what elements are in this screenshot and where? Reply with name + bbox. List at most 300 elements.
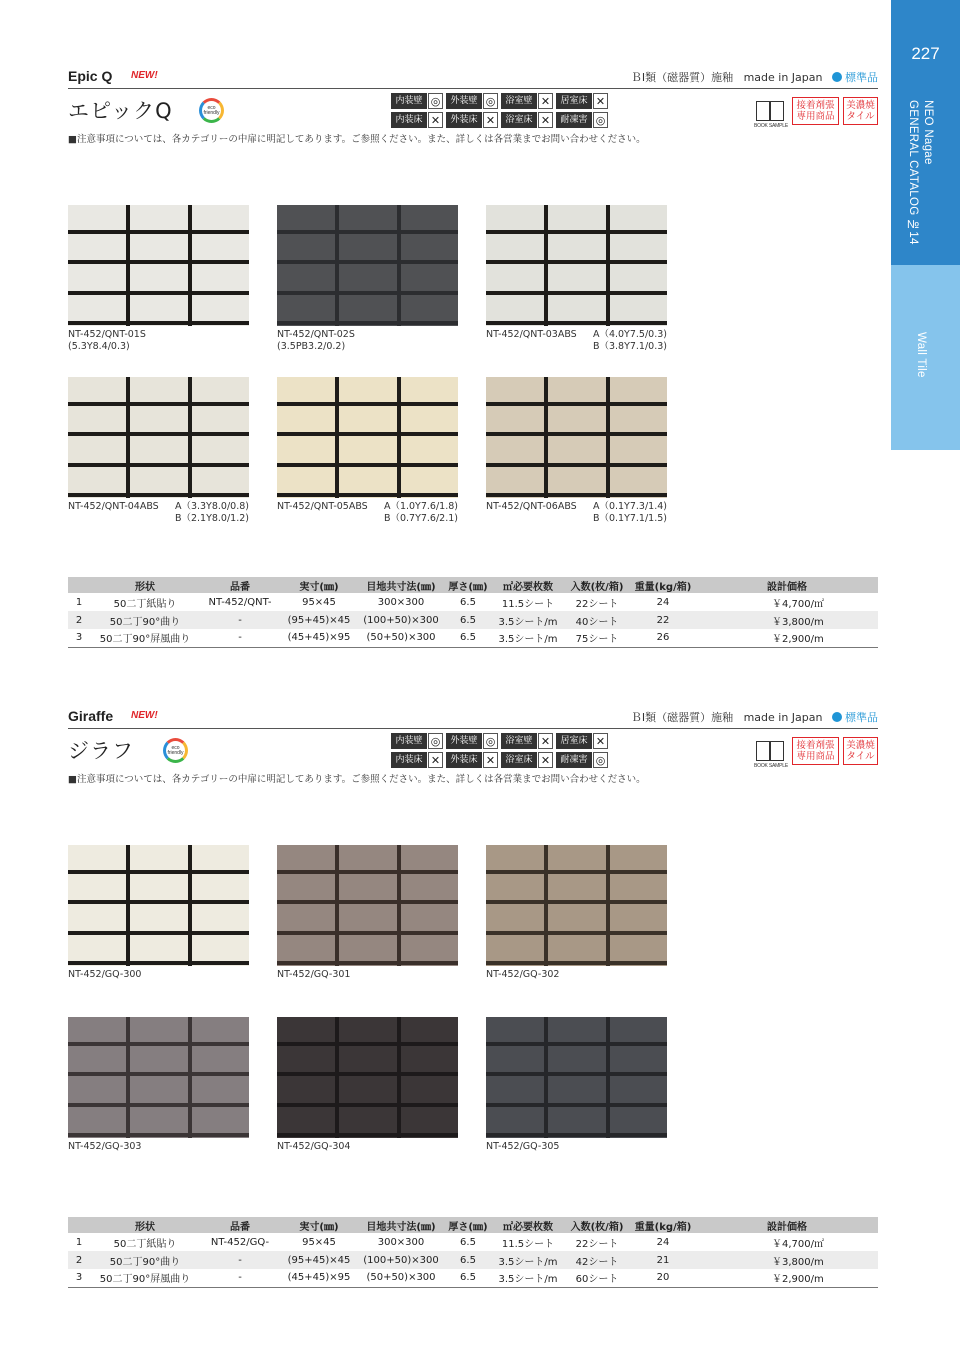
tile bbox=[192, 497, 249, 498]
book-sample-label: BOOK SAMPLE bbox=[754, 123, 788, 129]
tile bbox=[401, 467, 458, 494]
tile bbox=[339, 1137, 397, 1138]
tile bbox=[277, 935, 335, 962]
cell-pieces-per-box: 40シート bbox=[564, 611, 630, 629]
cell-pieces-per-sqm: 3.5シート/m bbox=[492, 1269, 564, 1287]
tile bbox=[192, 1107, 249, 1134]
tile bbox=[192, 1137, 249, 1138]
origin: made in Japan bbox=[743, 711, 823, 724]
tile bbox=[401, 234, 458, 261]
tile bbox=[486, 845, 544, 870]
tile bbox=[192, 1046, 249, 1073]
swatch-munsell-value: A（0.1Y7.3/1.4) bbox=[592, 501, 667, 512]
tile bbox=[401, 264, 458, 291]
tile bbox=[277, 205, 335, 230]
cell-weight-per-box: 24 bbox=[656, 1236, 670, 1248]
tile bbox=[277, 1107, 335, 1134]
product-section-giraffe bbox=[68, 708, 878, 1308]
tile bbox=[130, 1046, 188, 1073]
adhesive-only-badge: 接着剤張 専用商品 bbox=[792, 97, 839, 125]
tile bbox=[277, 377, 335, 402]
cell-weight-per-box: 24 bbox=[656, 596, 670, 608]
tile bbox=[277, 406, 335, 433]
tile bbox=[68, 1017, 126, 1042]
tile bbox=[401, 325, 458, 326]
swatch-code: NT-452/QNT-06ABS bbox=[486, 501, 577, 512]
usage-exterior-wall bbox=[446, 93, 498, 109]
cell-joint-size: (100+50)×300 bbox=[358, 1251, 444, 1269]
tile bbox=[130, 264, 188, 291]
cross-icon: ✕ bbox=[428, 752, 443, 768]
tile bbox=[130, 467, 188, 494]
cell-thickness: 6.5 bbox=[444, 1269, 492, 1287]
tile bbox=[548, 234, 606, 261]
cell-design-price: ￥2,900/m bbox=[696, 629, 878, 647]
tile bbox=[401, 1137, 458, 1138]
table-row bbox=[68, 1251, 878, 1269]
tile bbox=[68, 1107, 126, 1134]
cell-actual-size: 95×45 bbox=[302, 596, 336, 608]
swatch-code: NT-452/GQ-304 bbox=[277, 1141, 351, 1152]
tile bbox=[68, 904, 126, 931]
tile bbox=[401, 1107, 458, 1134]
tile bbox=[401, 406, 458, 433]
tile bbox=[339, 377, 397, 402]
book-sample-icon[interactable] bbox=[754, 741, 786, 771]
tile bbox=[548, 1137, 606, 1138]
tile bbox=[68, 406, 126, 433]
tile bbox=[192, 467, 249, 494]
tile bbox=[486, 1046, 544, 1073]
column-header-thickness: 厚さ(㎜) bbox=[444, 577, 492, 593]
tile bbox=[486, 1107, 544, 1134]
tile bbox=[68, 935, 126, 962]
usage-interior-wall bbox=[391, 93, 443, 109]
usage-label: 外装壁 bbox=[446, 733, 482, 749]
tile bbox=[130, 935, 188, 962]
tile bbox=[610, 1046, 667, 1073]
tile bbox=[486, 377, 544, 402]
tile bbox=[130, 1076, 188, 1103]
tile bbox=[192, 1076, 249, 1103]
tile bbox=[68, 845, 126, 870]
usage-label: 浴室壁 bbox=[501, 733, 537, 749]
cell-product-code: NT-452/GQ- bbox=[210, 1236, 270, 1248]
swatch-munsell-value: A（1.0Y7.6/1.8) bbox=[383, 501, 458, 512]
swatch-code: NT-452/QNT-02S bbox=[277, 329, 355, 340]
cell-design-price: ￥2,900/m bbox=[696, 1269, 878, 1287]
tile bbox=[68, 325, 126, 326]
tile bbox=[548, 1076, 606, 1103]
column-header-product-code: 品番 bbox=[200, 577, 280, 593]
swatch-code: NT-452/GQ-302 bbox=[486, 969, 560, 980]
book-sample-label: BOOK SAMPLE bbox=[754, 763, 788, 769]
tile bbox=[339, 965, 397, 966]
tile bbox=[277, 436, 335, 463]
usage-label: 耐凍害 bbox=[556, 752, 592, 768]
column-header-pieces-per-box: 入数(枚/箱) bbox=[564, 1217, 630, 1233]
tile bbox=[548, 406, 606, 433]
tile bbox=[130, 325, 188, 326]
usage-frost-resistance bbox=[556, 112, 608, 128]
tile bbox=[610, 467, 667, 494]
tile bbox=[68, 467, 126, 494]
tile bbox=[192, 874, 249, 901]
tile bbox=[339, 904, 397, 931]
tile bbox=[610, 1017, 667, 1042]
usage-living-floor bbox=[556, 93, 608, 109]
tile bbox=[130, 295, 188, 322]
tile bbox=[486, 874, 544, 901]
usage-exterior-wall bbox=[446, 733, 498, 749]
tile bbox=[339, 935, 397, 962]
usage-bath-wall bbox=[501, 733, 553, 749]
tile bbox=[548, 874, 606, 901]
book-sample-icon[interactable] bbox=[754, 101, 786, 131]
section-title-jp: ジラフ bbox=[68, 739, 134, 763]
table-header-row bbox=[68, 1217, 878, 1233]
swatch-munsell-value: B（0.7Y7.6/2.1) bbox=[383, 513, 458, 524]
usage-label: 耐凍害 bbox=[556, 112, 592, 128]
usage-label: 内装床 bbox=[391, 112, 427, 128]
tile bbox=[610, 377, 667, 402]
tile bbox=[401, 935, 458, 962]
cell-pieces-per-box: 75シート bbox=[564, 629, 630, 647]
tile bbox=[610, 406, 667, 433]
tile bbox=[130, 1017, 188, 1042]
side-category-label: Wall Tile bbox=[915, 332, 927, 378]
tile bbox=[277, 467, 335, 494]
column-header-row-no bbox=[68, 577, 90, 593]
tile-swatch[interactable] bbox=[68, 845, 249, 966]
tile bbox=[277, 264, 335, 291]
cross-icon: ✕ bbox=[538, 93, 553, 109]
section-rule bbox=[68, 728, 878, 729]
cell-weight-per-box: 21 bbox=[630, 1251, 696, 1269]
tile bbox=[277, 845, 335, 870]
column-header-pieces-per-sqm: ㎡必要枚数 bbox=[492, 1217, 564, 1233]
tile bbox=[339, 295, 397, 322]
tile bbox=[339, 1076, 397, 1103]
notice-text: ■注意事項については、各カテゴリーの中扉に明記してあります。ご参照ください。また、詳しくは各営業までお問い合わせください。 bbox=[68, 134, 646, 145]
spec-table bbox=[68, 577, 878, 648]
usage-bath-wall bbox=[501, 93, 553, 109]
tile bbox=[401, 965, 458, 966]
cross-icon: ✕ bbox=[483, 752, 498, 768]
tile bbox=[130, 965, 188, 966]
cell-product-code: - bbox=[200, 611, 280, 629]
tile bbox=[401, 1076, 458, 1103]
table-row bbox=[68, 629, 878, 647]
cell-pieces-per-sqm: 11.5シート bbox=[501, 1238, 555, 1250]
cell-design-price: ￥4,700/㎡ bbox=[772, 1238, 824, 1250]
section-meta bbox=[631, 69, 878, 85]
tile-swatch[interactable] bbox=[68, 377, 249, 498]
cell-design-price: ￥3,800/m bbox=[696, 611, 878, 629]
cell-joint-size: (100+50)×300 bbox=[358, 611, 444, 629]
swatch-munsell-value: B（2.1Y8.0/1.2) bbox=[174, 513, 249, 524]
tile bbox=[610, 205, 667, 230]
tile bbox=[401, 497, 458, 498]
usage-interior-floor bbox=[391, 112, 443, 128]
usage-label: 浴室床 bbox=[501, 112, 537, 128]
cell-row-no: 3 bbox=[68, 629, 90, 647]
tile bbox=[610, 436, 667, 463]
tile bbox=[486, 234, 544, 261]
standard-label: 標準品 bbox=[845, 711, 878, 724]
tile bbox=[548, 325, 606, 326]
tile bbox=[486, 904, 544, 931]
tile bbox=[130, 497, 188, 498]
tile bbox=[192, 965, 249, 966]
tile bbox=[486, 325, 544, 326]
tile-swatch[interactable] bbox=[277, 845, 458, 966]
cell-product-code: - bbox=[200, 1251, 280, 1269]
new-badge: NEW! bbox=[131, 70, 158, 81]
notice-text: ■注意事項については、各カテゴリーの中扉に明記してあります。ご参照ください。また、詳しくは各営業までお問い合わせください。 bbox=[68, 774, 646, 785]
tile bbox=[68, 436, 126, 463]
tile bbox=[130, 1107, 188, 1134]
cell-pieces-per-box: 42シート bbox=[564, 1251, 630, 1269]
tile-swatch[interactable] bbox=[277, 377, 458, 498]
tile bbox=[130, 436, 188, 463]
column-header-joint-size: 目地共寸法(㎜) bbox=[358, 577, 444, 593]
tile bbox=[277, 1046, 335, 1073]
tile bbox=[401, 205, 458, 230]
tile bbox=[339, 436, 397, 463]
tile bbox=[339, 234, 397, 261]
tile-swatch[interactable] bbox=[486, 1017, 667, 1138]
tile bbox=[68, 1076, 126, 1103]
tile bbox=[130, 234, 188, 261]
cell-row-no: 1 bbox=[75, 596, 83, 608]
section-rule bbox=[68, 88, 878, 89]
usage-frost-resistance bbox=[556, 752, 608, 768]
tile-swatch[interactable] bbox=[486, 845, 667, 966]
tile bbox=[401, 904, 458, 931]
page-number: 227 bbox=[911, 44, 940, 63]
cell-pieces-per-box: 60シート bbox=[564, 1269, 630, 1287]
cell-weight-per-box: 22 bbox=[630, 611, 696, 629]
cell-weight-per-box: 20 bbox=[630, 1269, 696, 1287]
tile-swatch[interactable] bbox=[68, 205, 249, 326]
swatch-munsell-value: B（0.1Y7.1/1.5) bbox=[592, 513, 667, 524]
tile bbox=[548, 845, 606, 870]
tile bbox=[486, 1017, 544, 1042]
tile bbox=[401, 436, 458, 463]
table-row bbox=[68, 593, 878, 611]
tile bbox=[192, 845, 249, 870]
cell-shape: 50二丁90°曲り bbox=[90, 611, 200, 629]
book-icon bbox=[756, 101, 784, 121]
cell-shape: 50二丁紙貼り bbox=[113, 598, 177, 610]
cell-thickness: 6.5 bbox=[444, 629, 492, 647]
tile bbox=[339, 1017, 397, 1042]
cell-actual-size: (45+45)×95 bbox=[280, 1269, 358, 1287]
cell-product-code: NT-452/QNT- bbox=[208, 596, 272, 608]
column-header-pieces-per-box: 入数(枚/箱) bbox=[564, 577, 630, 593]
cell-pieces-per-box: 22シート bbox=[575, 1238, 619, 1250]
column-header-actual-size: 実寸(㎜) bbox=[280, 1217, 358, 1233]
standard-label: 標準品 bbox=[845, 71, 878, 84]
tile bbox=[277, 965, 335, 966]
tile bbox=[401, 1046, 458, 1073]
column-header-joint-size: 目地共寸法(㎜) bbox=[358, 1217, 444, 1233]
cell-row-no: 2 bbox=[68, 611, 90, 629]
tile-swatch[interactable] bbox=[68, 1017, 249, 1138]
tile bbox=[610, 264, 667, 291]
column-header-product-code: 品番 bbox=[200, 1217, 280, 1233]
tile bbox=[277, 295, 335, 322]
tile bbox=[192, 935, 249, 962]
classification: ＢⅠ類（磁器質）施釉 bbox=[630, 71, 734, 84]
standard-dot-icon bbox=[832, 712, 842, 722]
swatch-munsell-value: A（3.3Y8.0/0.8) bbox=[174, 501, 249, 512]
usage-label: 外装床 bbox=[446, 752, 482, 768]
cell-thickness: 6.5 bbox=[444, 611, 492, 629]
usage-exterior-floor bbox=[446, 112, 498, 128]
cross-icon: ✕ bbox=[538, 752, 553, 768]
column-header-pieces-per-sqm: ㎡必要枚数 bbox=[492, 577, 564, 593]
usage-bath-floor bbox=[501, 112, 553, 128]
cell-shape: 50二丁90°曲り bbox=[90, 1251, 200, 1269]
usage-label: 居室床 bbox=[556, 733, 592, 749]
cell-pieces-per-sqm: 3.5シート/m bbox=[492, 611, 564, 629]
swatch-code: NT-452/GQ-301 bbox=[277, 969, 351, 980]
usage-interior-wall bbox=[391, 733, 443, 749]
usage-label: 居室床 bbox=[556, 93, 592, 109]
tile bbox=[486, 965, 544, 966]
tile bbox=[192, 234, 249, 261]
section-title-jp: エピックQ bbox=[68, 99, 173, 123]
cell-shape: 50二丁90°屏風曲り bbox=[90, 1269, 200, 1287]
tile-swatch[interactable] bbox=[277, 1017, 458, 1138]
cross-icon: ✕ bbox=[593, 733, 608, 749]
tile bbox=[610, 1107, 667, 1134]
tile bbox=[68, 1137, 126, 1138]
tile bbox=[68, 497, 126, 498]
spec-table bbox=[68, 1217, 878, 1288]
tile-swatch[interactable] bbox=[486, 205, 667, 326]
tile bbox=[277, 497, 335, 498]
side-catalog-line2: GENERAL CATALOG №14 bbox=[907, 100, 919, 245]
tile bbox=[548, 1046, 606, 1073]
cross-icon: ✕ bbox=[538, 112, 553, 128]
tile bbox=[130, 904, 188, 931]
tile bbox=[610, 295, 667, 322]
standard-dot-icon bbox=[832, 72, 842, 82]
swatch-munsell-value: (3.5PB3.2/0.2) bbox=[277, 341, 346, 352]
tile bbox=[130, 1137, 188, 1138]
tile bbox=[130, 205, 188, 230]
usage-interior-floor bbox=[391, 752, 443, 768]
usage-label: 内装床 bbox=[391, 752, 427, 768]
tile-swatch[interactable] bbox=[486, 377, 667, 498]
cell-pieces-per-sqm: 3.5シート/m bbox=[492, 1251, 564, 1269]
tile bbox=[486, 1076, 544, 1103]
swatch-munsell-value: A（4.0Y7.5/0.3) bbox=[592, 329, 667, 340]
tile bbox=[339, 325, 397, 326]
cell-row-no: 3 bbox=[68, 1269, 90, 1287]
cross-icon: ✕ bbox=[593, 93, 608, 109]
column-header-row-no bbox=[68, 1217, 90, 1233]
tile bbox=[548, 1107, 606, 1134]
tile bbox=[486, 497, 544, 498]
cell-joint-size: (50+50)×300 bbox=[358, 629, 444, 647]
origin: made in Japan bbox=[743, 71, 823, 84]
eco-friendly-icon: eco friendly bbox=[163, 738, 188, 763]
tile bbox=[548, 205, 606, 230]
swatch-code: NT-452/QNT-03ABS bbox=[486, 329, 577, 340]
swatch-code: NT-452/GQ-303 bbox=[68, 1141, 142, 1152]
tile bbox=[486, 935, 544, 962]
tile bbox=[548, 377, 606, 402]
cell-joint-size: (50+50)×300 bbox=[358, 1269, 444, 1287]
tile bbox=[610, 497, 667, 498]
tile bbox=[68, 377, 126, 402]
minoyaki-tile-badge: 美濃焼 タイル bbox=[843, 737, 878, 765]
tile bbox=[486, 295, 544, 322]
tile bbox=[192, 205, 249, 230]
tile bbox=[610, 935, 667, 962]
tile bbox=[130, 874, 188, 901]
tile bbox=[277, 1076, 335, 1103]
double-circle-icon: ◎ bbox=[593, 752, 608, 768]
usage-bath-floor bbox=[501, 752, 553, 768]
cell-row-no: 2 bbox=[68, 1251, 90, 1269]
tile-swatch[interactable] bbox=[277, 205, 458, 326]
cell-design-price: ￥4,700/㎡ bbox=[772, 598, 824, 610]
tile bbox=[192, 377, 249, 402]
swatch-code: NT-452/GQ-305 bbox=[486, 1141, 560, 1152]
tile bbox=[339, 467, 397, 494]
side-catalog-line1: NEO Nagae bbox=[922, 100, 934, 165]
cell-pieces-per-box: 22シート bbox=[575, 598, 619, 610]
tile bbox=[548, 965, 606, 966]
table-row bbox=[68, 1233, 878, 1251]
swatch-munsell-value: B（3.8Y7.1/0.3) bbox=[592, 341, 667, 352]
classification: ＢⅠ類（磁器質）施釉 bbox=[630, 711, 734, 724]
cell-product-code: - bbox=[200, 1269, 280, 1287]
tile bbox=[486, 1137, 544, 1138]
double-circle-icon: ◎ bbox=[428, 733, 443, 749]
tile bbox=[548, 295, 606, 322]
tile bbox=[339, 497, 397, 498]
column-header-thickness: 厚さ(㎜) bbox=[444, 1217, 492, 1233]
tile bbox=[192, 406, 249, 433]
minoyaki-tile-badge: 美濃焼 タイル bbox=[843, 97, 878, 125]
tile bbox=[548, 467, 606, 494]
product-section-epic-q bbox=[68, 68, 878, 668]
double-circle-icon: ◎ bbox=[428, 93, 443, 109]
tile bbox=[401, 295, 458, 322]
column-header-actual-size: 実寸(㎜) bbox=[280, 577, 358, 593]
cell-actual-size: (95+45)×45 bbox=[280, 1251, 358, 1269]
table-header-row bbox=[68, 577, 878, 593]
section-meta bbox=[631, 709, 878, 725]
cell-shape: 50二丁90°屏風曲り bbox=[90, 629, 200, 647]
usage-label: 外装壁 bbox=[446, 93, 482, 109]
cell-shape: 50二丁紙貼り bbox=[113, 1238, 177, 1250]
tile bbox=[401, 845, 458, 870]
tile bbox=[192, 436, 249, 463]
tile bbox=[339, 845, 397, 870]
tile bbox=[277, 1137, 335, 1138]
cell-joint-size: 300×300 bbox=[377, 596, 425, 608]
tile bbox=[277, 234, 335, 261]
usage-living-floor bbox=[556, 733, 608, 749]
swatch-code: NT-452/QNT-01S bbox=[68, 329, 146, 340]
